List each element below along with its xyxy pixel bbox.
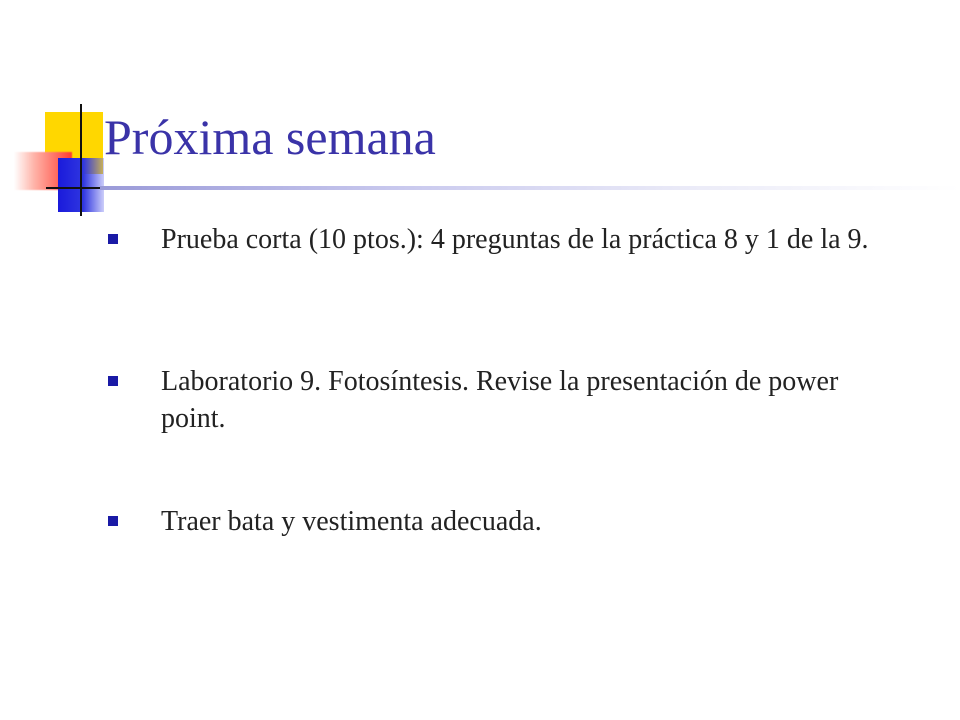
bullet-text: Prueba corta (10 ptos.): 4 preguntas de la práctica 8 y 1 de la 9. [161, 224, 869, 255]
square-bullet-icon [108, 516, 118, 526]
bullet-text: Laboratorio 9. Fotosíntesis. Revise la presentación de power point. [161, 366, 839, 434]
slide-title: Próxima semana [104, 109, 436, 165]
bullet-text: Traer bata y vestimenta adecuada. [161, 506, 542, 537]
square-bullet-icon [108, 376, 118, 386]
square-bullet-icon [108, 234, 118, 244]
